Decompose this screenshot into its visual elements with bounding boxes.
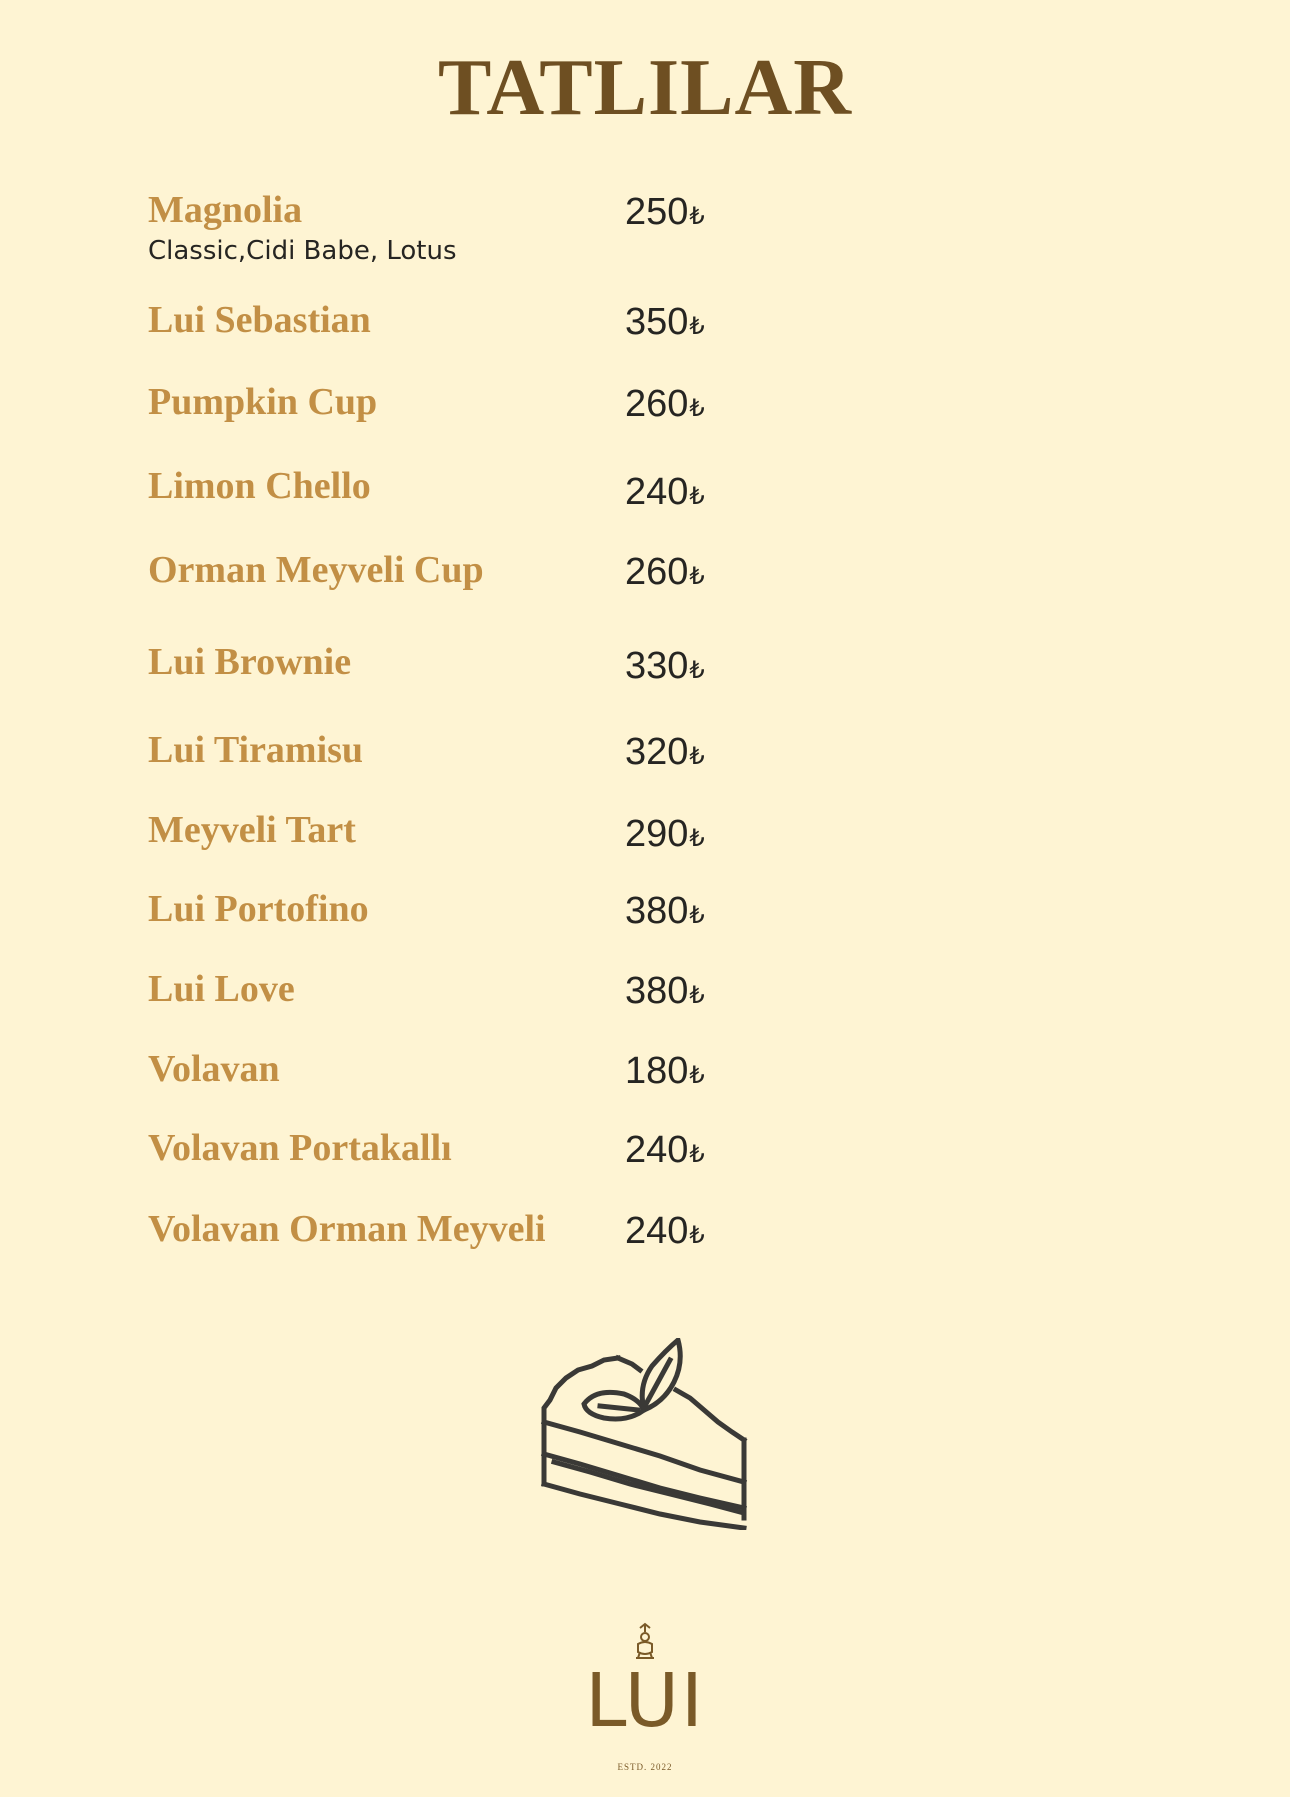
price-value: 180 [625, 1050, 689, 1092]
lira-icon: ₺ [689, 657, 705, 684]
price-value: 330 [625, 645, 689, 687]
menu-item-pumpkin-cup [0, 381, 1290, 425]
item-price [625, 891, 705, 936]
item-price [625, 646, 705, 691]
brand-logo [0, 1622, 1290, 1772]
price-value: 380 [625, 890, 689, 932]
menu-item-orman-meyveli-cup [0, 549, 1290, 593]
cake-slice-icon [540, 1338, 750, 1530]
lira-icon: ₺ [689, 1141, 705, 1168]
item-name: Magnolia [148, 189, 303, 231]
item-name: Lui Love [148, 968, 295, 1010]
menu-item-volavan-orman-meyveli [0, 1208, 1290, 1252]
price-value: 320 [625, 731, 689, 773]
item-price [625, 732, 705, 777]
item-price [625, 1130, 705, 1175]
lira-icon: ₺ [689, 1222, 705, 1249]
menu-item-lui-tiramisu [0, 729, 1290, 773]
item-description: Classic,Cidi Babe, Lotus [148, 236, 457, 266]
item-name: Volavan [148, 1048, 280, 1090]
brand-name: LUI [585, 1658, 705, 1744]
menu-item-lui-portofino [0, 888, 1290, 932]
item-name: Volavan Orman Meyveli [148, 1208, 546, 1250]
price-value: 260 [625, 551, 689, 593]
price-value: 260 [625, 383, 689, 425]
menu-item-volavan [0, 1048, 1290, 1092]
price-value: 240 [625, 1210, 689, 1252]
item-name: Lui Sebastian [148, 299, 371, 341]
item-price [625, 384, 705, 429]
lira-icon: ₺ [689, 743, 705, 770]
item-price [625, 302, 705, 347]
menu-item-lui-sebastian [0, 299, 1290, 343]
page-title: TATLILAR [437, 44, 852, 132]
menu-item-meyveli-tart [0, 809, 1290, 855]
lira-icon: ₺ [689, 902, 705, 929]
menu-item-magnolia [0, 189, 1290, 233]
item-price [625, 1211, 705, 1256]
item-name: Lui Tiramisu [148, 729, 364, 771]
lira-icon: ₺ [689, 982, 705, 1009]
price-value: 240 [625, 1129, 689, 1171]
price-value: 240 [625, 471, 689, 513]
menu-item-lui-brownie [0, 641, 1290, 687]
price-value: 350 [625, 301, 689, 343]
item-name: Lui Brownie [148, 641, 352, 683]
lira-icon: ₺ [689, 1062, 705, 1089]
item-price [625, 971, 705, 1016]
lira-icon: ₺ [689, 313, 705, 340]
price-value: 250 [625, 191, 689, 233]
item-name: Lui Portofino [148, 888, 369, 930]
item-price [625, 192, 705, 237]
item-name: Volavan Portakallı [148, 1127, 452, 1169]
item-price [625, 552, 705, 597]
item-name: Orman Meyveli Cup [148, 549, 484, 591]
lira-icon: ₺ [689, 825, 705, 852]
item-name: Pumpkin Cup [148, 381, 378, 423]
item-price [625, 1051, 705, 1096]
lira-icon: ₺ [689, 203, 705, 230]
price-value: 380 [625, 970, 689, 1012]
logo-emblem-icon [632, 1622, 658, 1662]
item-price [625, 814, 705, 859]
item-name: Meyveli Tart [148, 809, 356, 851]
item-price [625, 472, 705, 517]
menu-item-volavan-portakalli [0, 1127, 1290, 1171]
brand-established: ESTD. 2022 [617, 1762, 673, 1772]
menu-item-lui-love [0, 968, 1290, 1012]
item-name: Limon Chello [148, 465, 371, 507]
price-value: 290 [625, 813, 689, 855]
lira-icon: ₺ [689, 563, 705, 590]
lira-icon: ₺ [689, 395, 705, 422]
menu-item-limon-chello [0, 465, 1290, 513]
lira-icon: ₺ [689, 483, 705, 510]
